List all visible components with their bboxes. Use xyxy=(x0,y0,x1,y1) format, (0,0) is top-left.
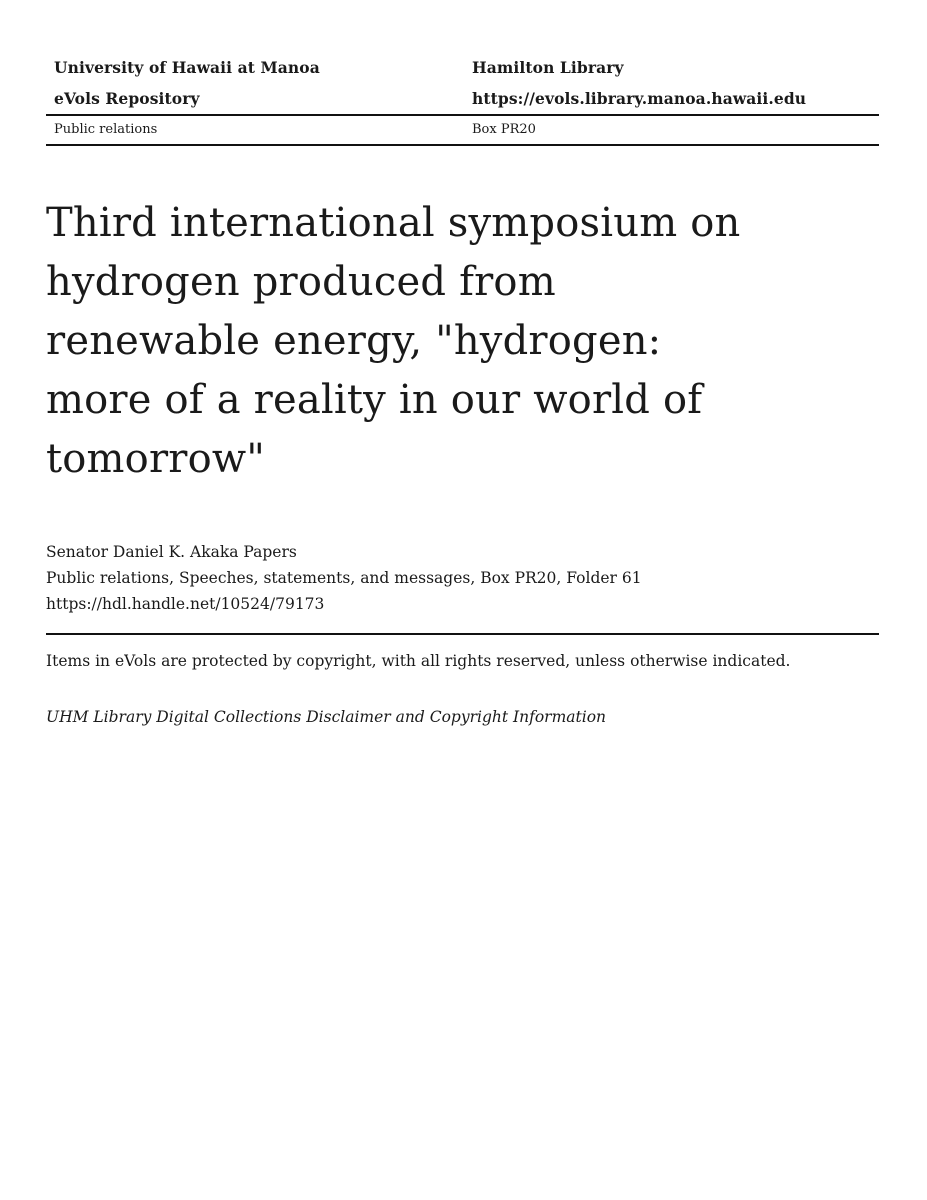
details-divider xyxy=(46,633,879,635)
repository-url[interactable]: https://evols.library.manoa.hawaii.edu xyxy=(472,89,807,108)
box-label: Box PR20 xyxy=(472,122,536,137)
institution-name: University of Hawaii at Manoa xyxy=(54,58,320,77)
library-name: Hamilton Library xyxy=(472,58,624,77)
handle-link[interactable]: https://hdl.handle.net/10524/79173 xyxy=(46,595,325,613)
disclaimer-link[interactable]: UHM Library Digital Collections Disclaimer and Copyright Information xyxy=(46,708,607,726)
series-row xyxy=(46,116,879,144)
document-cover-page xyxy=(46,52,879,730)
header-row-top xyxy=(46,52,879,83)
header-divider-bottom xyxy=(46,144,879,146)
document-title: Third international symposium on hydrogen produced from renewable energy, "hydrogen: more of a reality in our world of tomorrow" xyxy=(46,200,741,482)
collection-name: Senator Daniel K. Akaka Papers xyxy=(46,543,297,561)
series-label: Public relations xyxy=(54,122,158,137)
header-row-second xyxy=(46,83,879,114)
document-details xyxy=(46,539,879,617)
folder-location: Public relations, Speeches, statements, and messages, Box PR20, Folder 61 xyxy=(46,569,642,587)
copyright-notice: Items in eVols are protected by copyright, with all rights reserved, unless otherwise indicated. xyxy=(46,652,791,670)
repository-name: eVols Repository xyxy=(54,89,200,108)
